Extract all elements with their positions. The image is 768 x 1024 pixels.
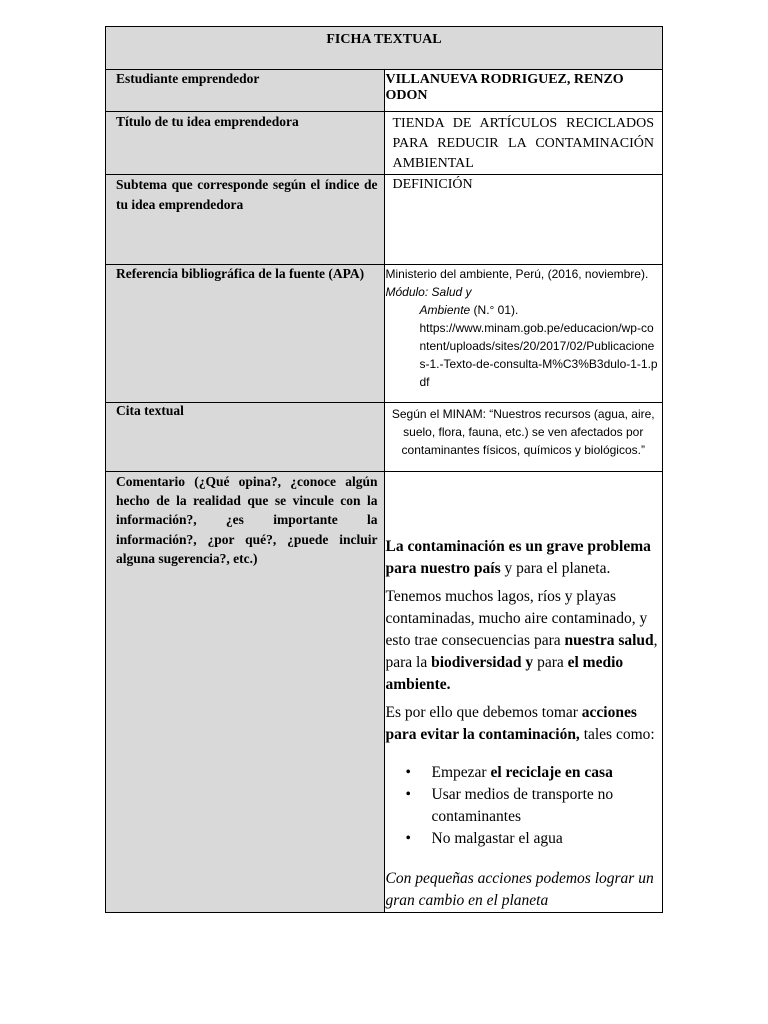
comentario-label: Comentario (¿Qué opina?, ¿conoce algún hecho de la realidad que se vincule con la información?, ¿es importante la información?, ¿por qué?, ¿puede incluir alguna sugerencia?, etc.) — [116, 474, 378, 566]
list-item-text: Empezar — [431, 764, 491, 781]
bullet-icon: • — [405, 786, 411, 803]
comentario-list — [386, 762, 659, 850]
comentario-p2-c: , para la — [385, 632, 658, 671]
referencia-value-cell — [384, 265, 663, 403]
comentario-paragraph-2 — [386, 586, 659, 696]
comentario-label-cell — [106, 472, 385, 913]
subtema-value: DEFINICIÓN — [392, 177, 473, 192]
list-item — [406, 762, 659, 784]
comentario-body — [385, 536, 663, 912]
cita-value: Según el MINAM: “Nuestros recursos (agua, aire, suelo, flora, fauna, etc.) se ven afectados por contaminantes físicos, químicos y biológicos.” — [391, 407, 655, 457]
cita-label-cell — [106, 403, 385, 472]
list-item-text: No malgastar el agua — [431, 830, 563, 847]
cita-value-cell — [384, 403, 663, 472]
titulo-label: Título de tu idea emprendedora — [116, 114, 299, 129]
comentario-p2-d: biodiversidad y — [431, 654, 534, 671]
referencia-label-cell — [106, 265, 385, 403]
titulo-value-cell — [384, 112, 663, 175]
comentario-p2-a: Tenemos muchos lagos, ríos y playas contaminadas, mucho aire contaminado, y esto trae consecuencias para — [385, 588, 648, 649]
comentario-p1-bold: La contaminación es un grave problema para nuestro país — [385, 538, 651, 577]
estudiante-label: Estudiante emprendedor — [116, 71, 260, 86]
subtema-value-cell — [384, 175, 663, 265]
subtema-label-cell — [106, 175, 385, 265]
referencia-work-title-a: Módulo: Salud y — [385, 285, 472, 299]
estudiante-value-cell — [384, 70, 663, 112]
list-item-bold: el reciclaje en casa — [490, 764, 613, 781]
comentario-closing: Con pequeñas acciones podemos lograr un gran cambio en el planeta — [385, 870, 654, 909]
comentario-value-cell — [384, 472, 663, 913]
comentario-p3-c: tales como: — [579, 726, 655, 743]
bullet-icon: • — [405, 764, 411, 781]
estudiante-value: VILLANUEVA RODRIGUEZ, RENZO ODON — [385, 72, 624, 103]
comentario-p3-a: Es por ello que debemos tomar — [385, 704, 582, 721]
comentario-p2-f: el medio ambiente. — [385, 654, 624, 693]
referencia-url: https://www.minam.gob.pe/educacion/wp-content/uploads/sites/20/2017/02/Publicaciones-1.-Texto-de-consulta-M%C3%B3dulo-1-1.pdf — [419, 321, 658, 389]
ficha-header — [106, 27, 663, 70]
referencia-label: Referencia bibliográfica de la fuente (APA) — [116, 266, 365, 281]
referencia-text — [385, 265, 663, 391]
comentario-p2-e: para — [533, 654, 568, 671]
referencia-author: Ministerio del ambiente, Perú, (2016, noviembre). — [385, 267, 649, 281]
titulo-value: TIENDA DE ARTÍCULOS RECICLADOS PARA REDUCIR LA CONTAMINACIÓN AMBIENTAL — [392, 116, 654, 171]
comentario-p1-rest: y para el planeta. — [500, 560, 611, 577]
cita-label: Cita textual — [116, 403, 184, 418]
referencia-number: (N.° 01). — [470, 303, 519, 317]
comentario-paragraph-1 — [386, 536, 659, 580]
ficha-textual-sheet — [105, 26, 663, 909]
subtema-label: Subtema que corresponde según el índice de tu idea emprendedora — [116, 177, 378, 212]
titulo-label-cell — [106, 112, 385, 175]
referencia-work-title-b: Ambiente — [419, 303, 471, 317]
comentario-paragraph-3 — [386, 702, 659, 746]
comentario-p3-b: acciones para evitar la contaminación, — [385, 704, 637, 743]
ficha-table — [105, 26, 663, 913]
list-item-text: Usar medios de transporte no contaminantes — [431, 786, 614, 825]
list-item — [406, 784, 659, 828]
referencia-continuation — [386, 301, 659, 391]
comentario-p2-b: nuestra salud — [564, 632, 654, 649]
bullet-icon: • — [405, 830, 411, 847]
list-item — [406, 828, 659, 850]
ficha-title: FICHA TEXTUAL — [326, 32, 442, 47]
estudiante-label-cell — [106, 70, 385, 112]
